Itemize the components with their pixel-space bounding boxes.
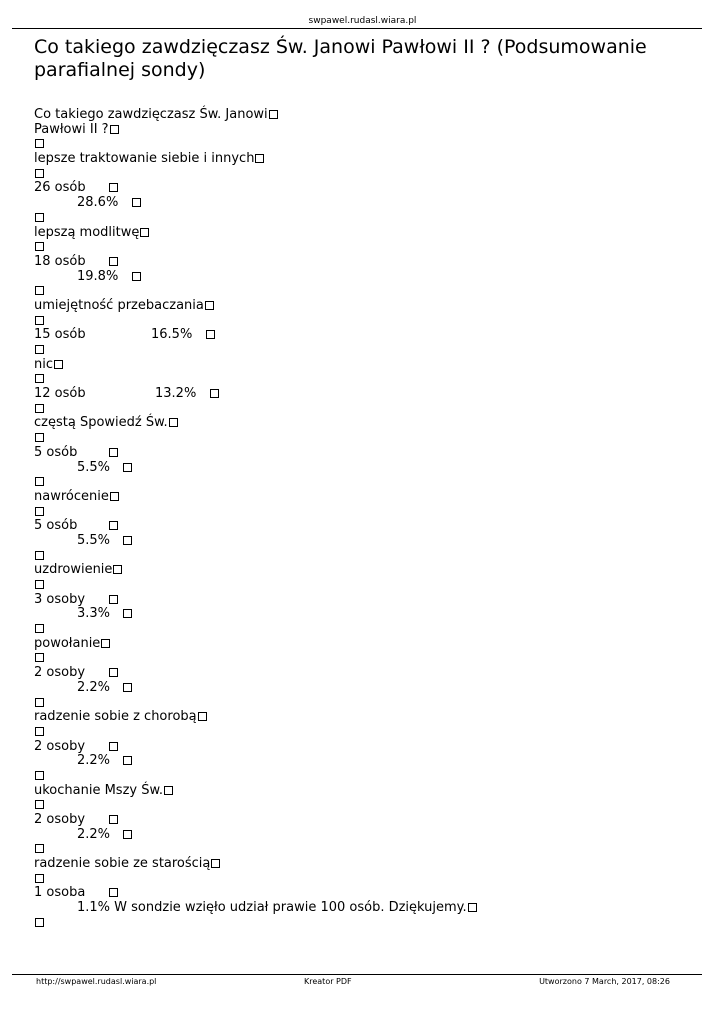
answer-item <box>34 152 694 225</box>
footer-created: Utworzono 7 March, 2017, 08:26 <box>539 977 670 986</box>
glyph-box-icon <box>206 330 215 339</box>
glyph-box-icon <box>123 830 132 839</box>
answer-percent-line <box>34 607 694 622</box>
answer-count-line <box>34 666 694 681</box>
answer-label: częstą Spowiedź Św. <box>34 415 168 431</box>
glyph-box-icon <box>35 727 44 736</box>
closing-text: W sondzie wzięło udział prawie 100 osób. Dziękujemy. <box>114 900 467 916</box>
answer-count-line <box>34 181 694 196</box>
answer-percent: 1.1% <box>77 900 111 916</box>
answer-item <box>34 857 694 930</box>
glyph-box-icon <box>109 815 118 824</box>
answer-label-line <box>34 784 694 799</box>
glyph-box-icon <box>101 639 110 648</box>
answer-count: 18 osób <box>34 253 86 269</box>
glyph-box-icon <box>35 433 44 442</box>
answer-percent-line <box>34 270 694 285</box>
answer-percent-line <box>34 196 694 211</box>
answer-count-line <box>34 593 694 608</box>
glyph-box-icon <box>210 389 219 398</box>
answer-item <box>34 358 694 417</box>
answer-label-line <box>34 152 694 167</box>
glyph-box-icon <box>35 918 44 927</box>
answer-label-line <box>34 358 694 373</box>
answer-item <box>34 784 694 857</box>
glyph-box-icon <box>109 742 118 751</box>
answer-stats-line <box>34 328 694 343</box>
answer-label: nawrócenie <box>34 488 109 504</box>
answer-label-line <box>34 710 694 725</box>
answer-count: 5 osób <box>34 444 78 460</box>
answer-percent-line <box>34 828 694 843</box>
answer-label: radzenie sobie z chorobą <box>34 709 197 725</box>
answer-label-line <box>34 490 694 505</box>
question-text: Pawłowi II ? <box>34 121 109 137</box>
answer-percent: 3.3% <box>77 606 111 622</box>
glyph-box-icon <box>35 874 44 883</box>
answer-count: 12 osób <box>34 386 86 402</box>
question-line <box>34 123 694 138</box>
glyph-box-icon <box>110 492 119 501</box>
answer-count: 5 osób <box>34 518 78 534</box>
answer-count-line <box>34 813 694 828</box>
glyph-box-icon <box>35 580 44 589</box>
glyph-box-icon <box>35 374 44 383</box>
glyph-box-icon <box>35 653 44 662</box>
answer-count: 3 osoby <box>34 591 86 607</box>
glyph-box-icon <box>164 786 173 795</box>
answer-percent: 13.2% <box>155 386 197 402</box>
answer-label-line <box>34 416 694 431</box>
page-title: Co takiego zawdzięczasz Św. Janowi Pawłowi II ? (Podsumowanie parafialnej sondy) <box>34 36 647 81</box>
glyph-box-icon <box>169 418 178 427</box>
answer-count-line <box>34 740 694 755</box>
answer-label: radzenie sobie ze starością <box>34 856 211 872</box>
answer-item <box>34 416 694 489</box>
answer-label-line <box>34 299 694 314</box>
footer-divider <box>12 974 702 975</box>
footer-url[interactable]: http://swpawel.rudasl.wiara.pl <box>36 977 157 986</box>
glyph-box-icon <box>35 624 44 633</box>
glyph-box-icon <box>123 756 132 765</box>
answer-label: powołanie <box>34 635 101 651</box>
footer-generator: Kreator PDF <box>304 977 352 986</box>
answer-percent: 2.2% <box>77 826 111 842</box>
answer-label: uzdrowienie <box>34 562 113 578</box>
answer-label-line <box>34 857 694 872</box>
answer-percent: 5.5% <box>77 532 111 548</box>
question-text: Co takiego zawdzięczasz Św. Janowi <box>34 107 268 122</box>
answer-percent-line <box>34 461 694 476</box>
answer-item <box>34 637 694 710</box>
glyph-box-icon <box>123 463 132 472</box>
glyph-box-icon <box>269 110 278 119</box>
glyph-box-icon <box>35 771 44 780</box>
glyph-box-icon <box>35 844 44 853</box>
glyph-box-icon <box>109 595 118 604</box>
glyph-box-icon <box>255 154 264 163</box>
answer-percent: 5.5% <box>77 459 111 475</box>
glyph-box-icon <box>35 286 44 295</box>
glyph-box-icon <box>205 301 214 310</box>
answer-percent: 28.6% <box>77 195 119 211</box>
answer-label-line <box>34 637 694 652</box>
glyph-box-icon <box>35 213 44 222</box>
glyph-box-icon <box>35 316 44 325</box>
answer-item <box>34 710 694 783</box>
answer-count: 15 osób <box>34 327 86 343</box>
answer-stats-line <box>34 387 694 402</box>
glyph-box-icon <box>123 536 132 545</box>
glyph-box-icon <box>113 565 122 574</box>
glyph-box-icon <box>211 859 220 868</box>
answer-percent-line <box>34 754 694 769</box>
answer-percent: 2.2% <box>77 679 111 695</box>
glyph-box-icon <box>109 257 118 266</box>
answer-percent: 16.5% <box>151 327 193 343</box>
answer-percent-line <box>34 681 694 696</box>
answer-item <box>34 490 694 563</box>
glyph-box-icon <box>123 609 132 618</box>
survey-content <box>34 108 694 931</box>
glyph-box-icon <box>110 125 119 134</box>
glyph-box-icon <box>35 551 44 560</box>
answer-label-line <box>34 226 694 241</box>
glyph-box-icon <box>54 360 63 369</box>
glyph-box-icon <box>468 903 477 912</box>
glyph-box-icon <box>132 198 141 207</box>
glyph-box-icon <box>140 228 149 237</box>
answer-count: 26 osób <box>34 180 86 196</box>
glyph-box-icon <box>109 888 118 897</box>
answer-label: ukochanie Mszy Św. <box>34 782 164 798</box>
answer-count-line <box>34 886 694 901</box>
answer-count-line <box>34 519 694 534</box>
glyph-box-icon <box>109 448 118 457</box>
answer-item <box>34 226 694 299</box>
answer-label: lepszą modlitwę <box>34 224 140 240</box>
answer-item <box>34 563 694 636</box>
glyph-box-icon <box>109 521 118 530</box>
glyph-box-icon <box>35 507 44 516</box>
glyph-box-icon <box>35 345 44 354</box>
header-divider <box>12 28 702 29</box>
header-site-name: swpawel.rudasl.wiara.pl <box>308 16 417 26</box>
glyph-box-icon <box>35 169 44 178</box>
answer-count-line <box>34 446 694 461</box>
answer-label: lepsze traktowanie siebie i innych <box>34 151 255 167</box>
glyph-box-icon <box>35 139 44 148</box>
glyph-box-icon <box>35 477 44 486</box>
answer-label-line <box>34 563 694 578</box>
answer-count: 2 osoby <box>34 665 86 681</box>
glyph-box-icon <box>35 800 44 809</box>
answer-count: 2 osoby <box>34 812 86 827</box>
answer-count: 2 osoby <box>34 738 86 754</box>
glyph-box-icon <box>35 698 44 707</box>
glyph-box-icon <box>123 683 132 692</box>
answers-list <box>34 152 694 930</box>
glyph-box-icon <box>35 404 44 413</box>
glyph-box-icon <box>35 242 44 251</box>
glyph-box-icon <box>109 183 118 192</box>
answer-count-line <box>34 255 694 270</box>
answer-label: nic <box>34 356 53 372</box>
glyph-box-icon <box>198 712 207 721</box>
answer-percent: 2.2% <box>77 753 111 769</box>
answer-percent-line <box>34 901 694 916</box>
answer-item <box>34 299 694 358</box>
answer-label: umiejętność przebaczania <box>34 297 204 313</box>
answer-percent: 19.8% <box>77 268 119 284</box>
glyph-box-icon <box>132 272 141 281</box>
glyph-box-icon <box>109 668 118 677</box>
question-line <box>34 108 694 123</box>
answer-count: 1 osoba <box>34 885 86 901</box>
answer-percent-line <box>34 534 694 549</box>
